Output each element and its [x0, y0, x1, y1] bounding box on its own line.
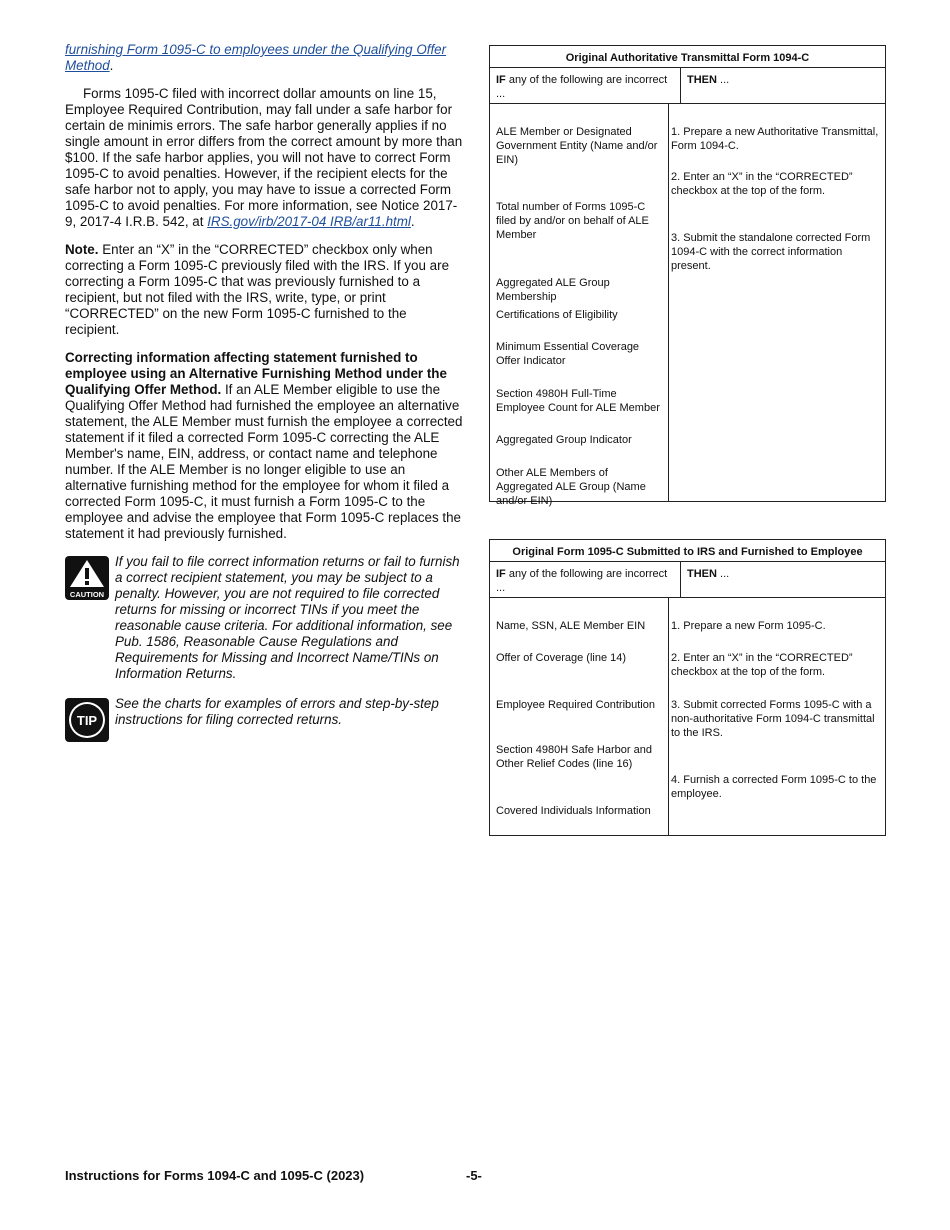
table-1095c [489, 539, 886, 836]
table-1094c [489, 45, 886, 507]
if-item: Name, SSN, ALE Member EIN [496, 620, 646, 632]
then-step: 2. Enter an “X” in the “CORRECTED” checkbox at the top of the form. [671, 652, 853, 678]
if-item: Offer of Coverage (line 14) [496, 652, 627, 664]
then-header: THEN ... [687, 568, 730, 580]
then-step: 1. Prepare a new Form 1095-C. [671, 620, 826, 632]
then-step: 3. Submit corrected Forms 1095-C with a non-authoritative Form 1094-C transmittal to the IRS. [671, 699, 875, 739]
caution-notice [65, 554, 463, 682]
if-item: Section 4980H Safe Harbor and Other Relief Codes (line 16) [496, 744, 652, 770]
table-1095c-header [490, 562, 885, 598]
caution-text: If you fail to file correct information returns or fail to furnish a correct recipient statement, you may be subject to a penalty. However, you are not required to file corrected returns for missing or incorrect TINs if you meet the reasonable cause criteria. For additional information, see Pub. 1586, Reasonable Cause Regulations and Requirements for Missing and Incorrect Name/TINs on Information Returns. [115, 554, 460, 681]
if-item: ALE Member or Designated Government Entity (Name and/or EIN) [496, 126, 658, 166]
table-1095c-body [490, 598, 885, 835]
if-item: Section 4980H Full-Time Employee Count for ALE Member [496, 388, 660, 414]
table-1094c-header [490, 68, 885, 104]
then-step: 1. Prepare a new Authoritative Transmittal, Form 1094-C. [671, 126, 879, 152]
note-paragraph: Note. Enter an “X” in the “CORRECTED” checkbox only when correcting a Form 1095-C previously filed with the IRS. If you are correcting a Form 1095-C that was previously furnished to a recipient, but not filed with the IRS, write, type, or print “CORRECTED” on the new Form 1095-C furnished to the recipient. [65, 242, 450, 337]
if-item: Minimum Essential Coverage Offer Indicator [496, 341, 640, 367]
if-item: Certifications of Eligibility [496, 309, 618, 321]
if-item: Aggregated Group Indicator [496, 434, 632, 446]
then-header: THEN ... [687, 74, 730, 86]
note-label: Note. [65, 242, 99, 257]
svg-text:CAUTION: CAUTION [69, 590, 105, 599]
then-column [669, 104, 885, 501]
then-column [669, 598, 885, 835]
then-step: 2. Enter an “X” in the “CORRECTED” checkbox at the top of the form. [671, 171, 853, 197]
left-column [65, 42, 463, 760]
if-header: IF any of the following are incorrect ... [490, 562, 681, 597]
page-number: -5- [466, 1168, 482, 1183]
then-step: 4. Furnish a corrected Form 1095-C to the employee. [671, 774, 877, 800]
if-item: Other ALE Members of Aggregated ALE Group (Name and/or EIN) [496, 467, 646, 507]
if-item: Aggregated ALE Group Membership [496, 277, 610, 303]
if-column [490, 104, 669, 507]
tip-icon [65, 698, 109, 746]
alternative-furnishing-heading: Correcting information affecting statement furnished to employee using an Alternative Furnishing Method under the Qualifying Offer Method. [65, 350, 447, 397]
footer-title: Instructions for Forms 1094-C and 1095-C (2023) [65, 1168, 365, 1183]
then-step: 3. Submit the standalone corrected Form 1094-C with the correct information present. [671, 232, 871, 272]
if-item: Employee Required Contribution [496, 699, 655, 711]
if-column [490, 598, 669, 835]
intro-paragraph: furnishing Form 1095-C to employees under the Qualifying Offer Method. [65, 42, 447, 73]
if-item: Total number of Forms 1095-C filed by and/or on behalf of ALE Member [496, 201, 649, 241]
table-1094c-title: Original Authoritative Transmittal Form 1094-C [490, 46, 885, 68]
irs-irb-link[interactable]: IRS.gov/irb/2017-04 IRB/ar11.html [207, 214, 411, 229]
qualifying-offer-link[interactable]: furnishing Form 1095-C to employees under the Qualifying Offer Method [65, 42, 447, 73]
safe-harbor-paragraph: Forms 1095-C filed with incorrect dollar amounts on line 15, Employee Required Contribution, may fall under a safe harbor for certain de minimis errors. The safe harbor generally applies if no single amount in error differs from the correct amount by more than $100. If the safe harbor applies, you will not have to correct Form 1095-C to avoid penalties. However, if the recipient elects for the safe harbor not to apply, you may have to issue a corrected Form 1095-C to avoid penalties. For more information, see Notice 2017-9, 2017-4 I.R.B. 542, at IRS.gov/irb/2017-04 IRB/ar11.html. [65, 86, 463, 229]
table-1094c-body [490, 104, 885, 507]
if-item: Covered Individuals Information [496, 805, 651, 817]
alternative-furnishing-paragraph: Correcting information affecting statement furnished to employee using an Alternative Furnishing Method under the Qualifying Offer Method. If an ALE Member eligible to use the Qualifying Offer Method had furnished the employee an alternative statement, the ALE Member must furnish the employee a corrected statement if it filed a corrected Form 1095-C correcting the ALE Member's name, EIN, address, or contact name and telephone number. If the ALE Member is no longer eligible to use an alternative furnishing method for the employee for whom it filed a corrected Form 1095-C, it must furnish a Form 1095-C to the employee and advise the employee that Form 1095-C replaces the statement it had previously furnished. [65, 350, 463, 541]
tip-text: See the charts for examples of errors and step-by-step instructions for filing corrected returns. [115, 696, 439, 727]
caution-icon [65, 556, 109, 682]
svg-text:TIP: TIP [76, 713, 98, 728]
if-header: IF any of the following are incorrect ... [490, 68, 681, 103]
tip-notice [65, 696, 463, 746]
table-1095c-title: Original Form 1095-C Submitted to IRS and Furnished to Employee [490, 540, 885, 562]
